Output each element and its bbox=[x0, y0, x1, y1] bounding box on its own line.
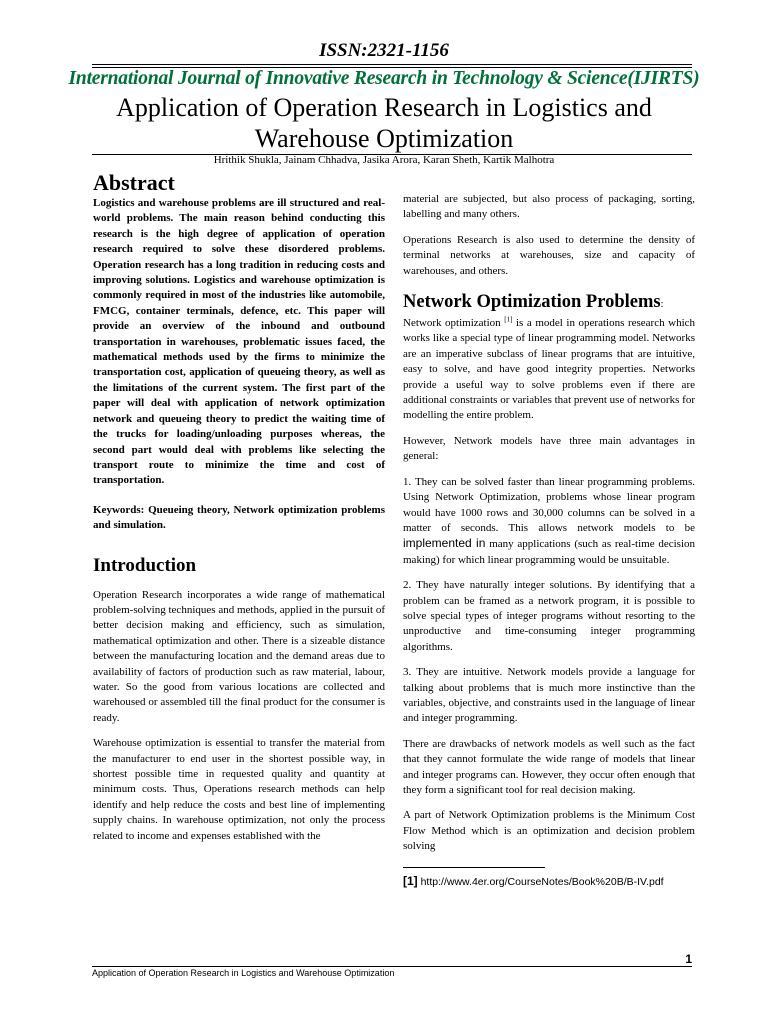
network-optimization-paragraph bbox=[403, 316, 695, 424]
footnote-marker: [1] bbox=[403, 873, 418, 888]
advantage-3: 3. They are intuitive. Network models provide a language for talking about problems that is much more instinctive than the variables, objective, and constraints used in the language of linear and integer programming. bbox=[403, 666, 695, 725]
page-number: 1 bbox=[685, 952, 692, 966]
keywords: Keywords: Queueing theory, Network optimization problems and simulation. bbox=[93, 503, 385, 532]
footer-rule bbox=[92, 966, 692, 967]
footnote-url[interactable]: http://www.4er.org/CourseNotes/Book%20B/B-IV.pdf bbox=[420, 875, 664, 888]
heading-colon: : bbox=[660, 299, 664, 311]
network-optimization-heading-text: Network Optimization Problems bbox=[403, 292, 661, 313]
nop-text-b: is a model in operations research which works like a special type of linear programming model. Networks are an imperative subclass of linear programs that are intuitive, easy to solve, and have good integrity properties. Networks provide a useful way to solve problems even if there are additional constraints or variables that prevent use of networks for modelling the entire problem. bbox=[403, 317, 696, 422]
introduction-paragraph-2: Warehouse optimization is essential to transfer the material from the manufacturer to end user in the shortest possible way, in shortest possible time in requested quality and quantity at minimum costs. Thus, Operations research methods can help identify and help reduce the costs and best line of implementing supply chains. In warehouse optimization, not only the process related to income and expenses established with the bbox=[93, 737, 385, 842]
advantage-1-text-a: 1. They can be solved faster than linear programming problems. Using Network Optimization, problems whose linear program would have 1000 rows and 30,000 columns can be solved in a matter of seconds. This allows network models to be bbox=[403, 475, 695, 534]
authors: Hrithik Shukla, Jainam Chhadva, Jasika Arora, Karan Sheth, Kartik Malhotra bbox=[213, 154, 555, 166]
network-optimization-heading bbox=[403, 291, 695, 316]
left-column bbox=[93, 170, 385, 844]
right-column bbox=[403, 192, 695, 890]
min-cost-flow-paragraph: A part of Network Optimization problems is the Minimum Cost Flow Method which is an optimization and decision problem solving bbox=[403, 809, 695, 853]
journal-name: International Journal of Innovative Research in Technology & Science(IJIRTS) bbox=[68, 68, 700, 89]
implemented-text: implemented in bbox=[403, 536, 486, 551]
continued-paragraph: material are subjected, but also process of packaging, sorting, labelling and many others. bbox=[403, 193, 695, 221]
density-paragraph: Operations Research is also used to determine the density of terminal networks at warehouses, size and capacity of warehouses, and others. bbox=[403, 233, 695, 277]
running-footer: Application of Operation Research in Logistics and Warehouse Optimization bbox=[92, 968, 395, 978]
nop-text-a: Network optimization bbox=[403, 317, 501, 330]
issn: ISSN:2321-1156 bbox=[319, 40, 449, 61]
citation-1[interactable]: [1] bbox=[504, 315, 513, 324]
abstract-body: Logistics and warehouse problems are ill structured and real- world problems. The main reason behind conducting this research is the high degree of application of operation research required to solve these disordered problems. Operation research has a long tradition in reducing costs and improving solutions. Logistics and warehouse optimization is commonly required in most of the industries like automobile, FMCG, container terminals, defence, etc. This paper will provide an overview of the inbound and outbound transportation in warehouses, problematic issues faced, the mathematical methods used by the firms to minimize the transportation cost, application of queueing theory, as well as the limitations of the current system. The first part of the paper will deal with application of network optimization network and queueing theory to predict the waiting time of the trucks for loading/unloading purposes whereas, the second part would deal with problems like selecting the transport route to minimize the time and cost of transportation. bbox=[93, 197, 385, 487]
advantage-2: 2. They have naturally integer solutions. By identifying that a problem can be framed as a network program, it is possible to solve special types of integer programs without resorting to the unproductive and time-consuming integer programming algorithms. bbox=[403, 579, 695, 653]
introduction-paragraph-1: Operation Research incorporates a wide range of mathematical problem-solving techniques and methods, applied in the pursuit of better decision making and efficiency, such as simulation, mathematical optimization and other. There is a sizeable distance between the manufacturing location and the demand areas due to availability of factors of production such as raw material, labour, water. So the good from various locations are collected and warehoused or assembled till the final product for the consumer is ready. bbox=[93, 588, 385, 724]
footnote-rule bbox=[403, 867, 545, 868]
footnote bbox=[403, 874, 695, 890]
paper-title: Application of Operation Research in Logistics and Warehouse Optimization bbox=[116, 93, 652, 153]
advantages-intro: However, Network models have three main advantages in general: bbox=[403, 434, 695, 463]
abstract-heading: Abstract bbox=[93, 170, 175, 195]
drawbacks-paragraph: There are drawbacks of network models as well such as the fact that they cannot formulate the wide range of models that linear and integer programs can. However, they occur often enough that they form a significant tool for real decision making. bbox=[403, 737, 695, 796]
advantage-1-text-b: many applications (such as real-time decision making) for which linear programming would be unsuitable. bbox=[403, 538, 696, 566]
advantage-1 bbox=[403, 475, 695, 568]
introduction-heading: Introduction bbox=[93, 554, 197, 576]
